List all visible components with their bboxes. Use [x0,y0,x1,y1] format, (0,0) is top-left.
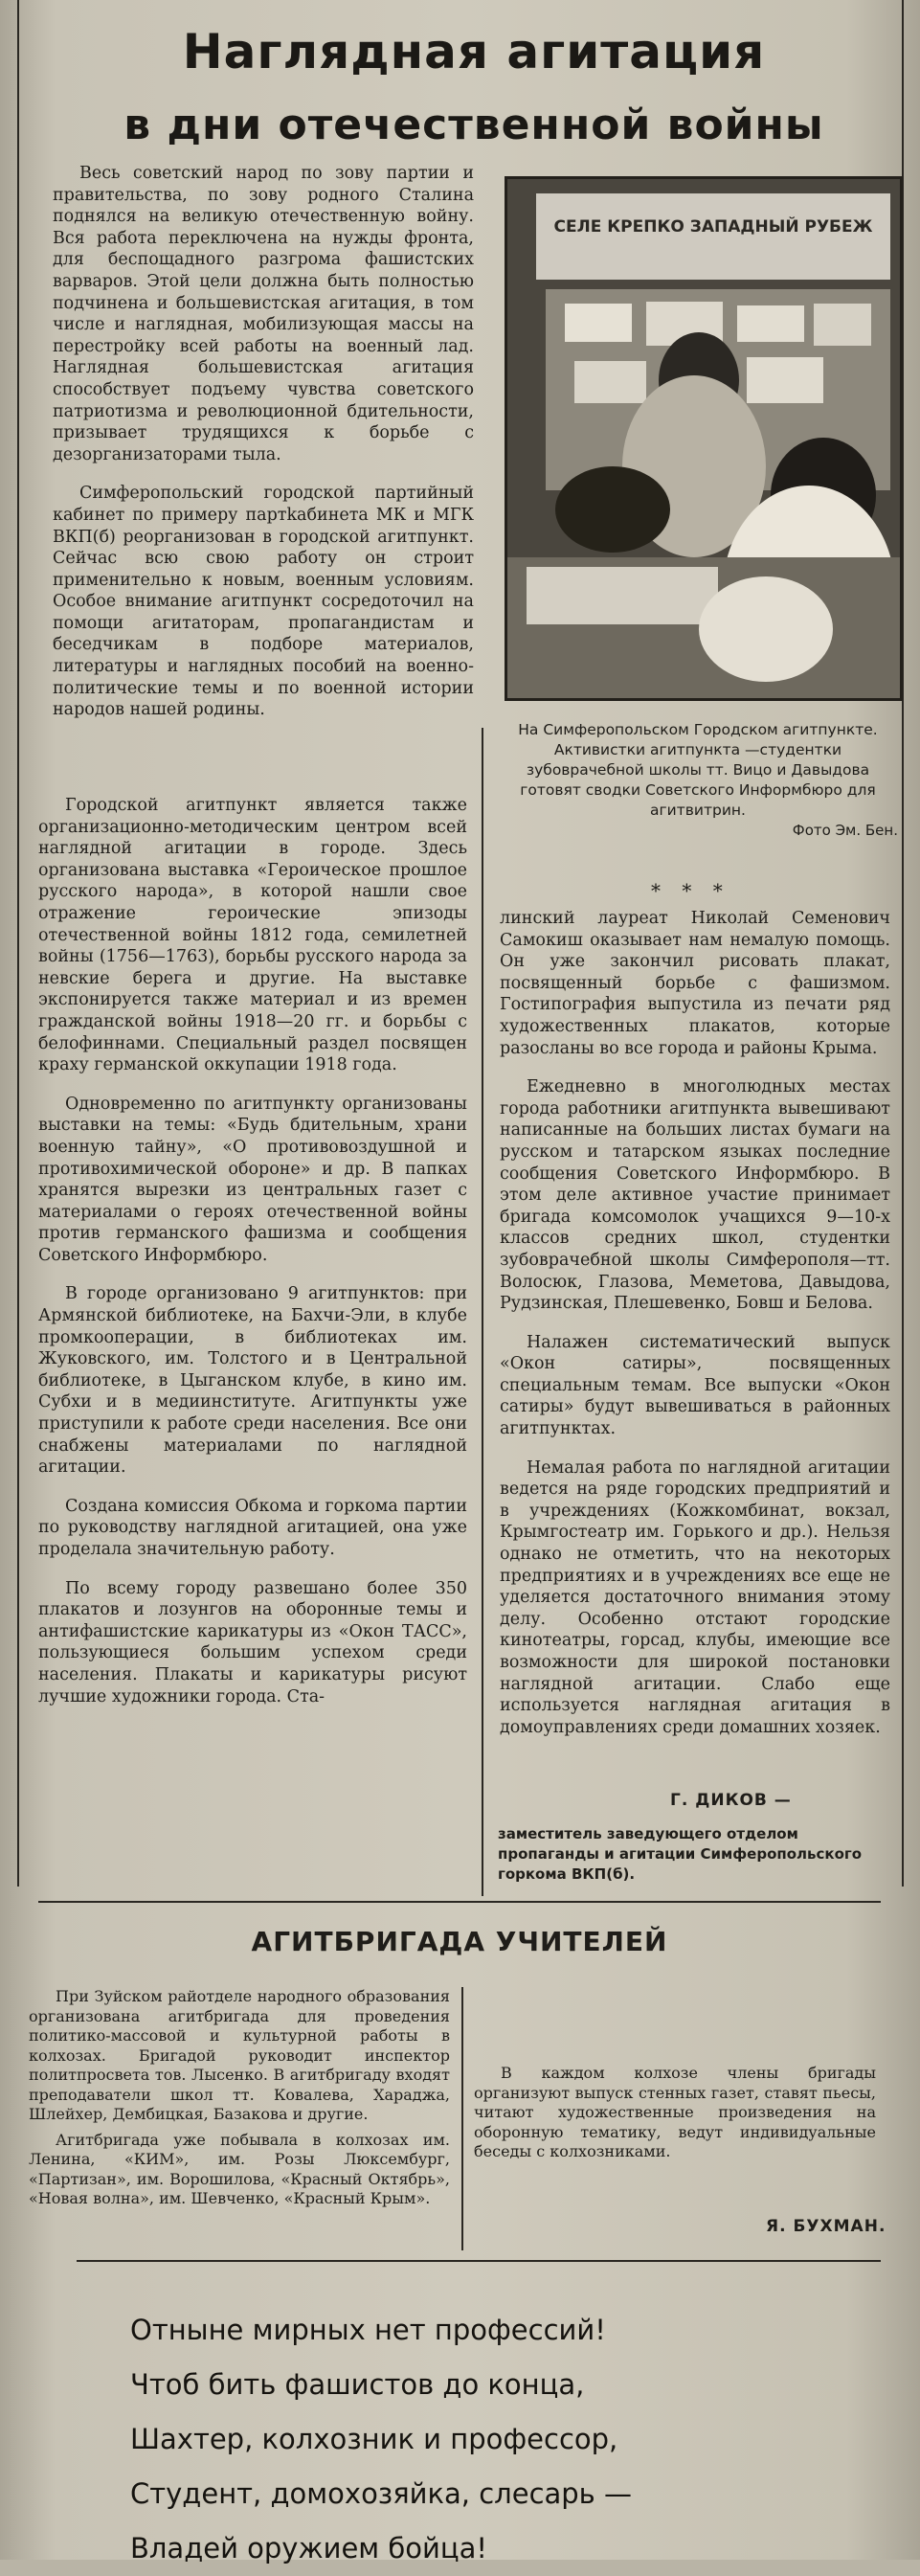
article-paragraph: Налажен систематический выпуск «Окон сатиры», посвященных специальным темам. Все выпуски «Окон сатиры» будут вывешиваться в районных агитпунктах. [500,1332,890,1439]
slogan-line: Чтоб бить фашистов до конца, [130,2368,585,2401]
article-paragraph: По всему городу развешано более 350 плакатов и лозунгов на оборонные темы и антифашистские карикатуры из «Окон ТАСС», пользующиеся большим успехом среди населения. Плакаты и карикатуры рисуют лучшие художники города. Ста- [38,1578,467,1706]
photo-credit: Фото Эм. Бен. [792,822,898,839]
article-author-position: заместитель заведующего отделом пропаганды и агитации Симферопольского горкома ВКП(б). [498,1825,863,1883]
slogan-line: Шахтер, колхозник и профессор, [130,2423,618,2455]
brigade-paragraph: Агитбригада уже побывала в колхозах им. Ленина, «КИМ», им. Розы Люксембург, «Партизан», им. Ворошилова, «Красный Октябрь», «Новая волна», им. Шевченко, «Красный Крым». [29,2130,450,2207]
left-margin-rule [17,0,19,1887]
article-paragraph: Создана комиссия Обкома и горкома партии по руководству наглядной агитацией, она уже проделала значительную работу. [38,1496,467,1559]
slogan-top-rule [77,2260,881,2262]
article-paragraph: Симферопольский городской партийный кабинет по примеру партkабинета МК и МГК ВКП(б) реорганизован в городской агитпункт. Сейчас всю свою работу он строит применительно к новым, военным условиям. Особое внимание агитпункт сосредоточил на помощи агитаторам, пропагандистам и беседчикам в подборе материалов, литературы и наглядных пособий на военно-политические темы и по военной истории народов нашей родины. [53,484,474,720]
article-paragraph: Одновременно по агитпункту организованы выставки на темы: «Будь бдительным, храни военную тайну», «О противовоздушной и противохимической обороне» и др. В папках хранятся вырезки из центральных газет с материалами о героях отечественной войны против германского фашизма и сообщения Советского Информбюро. [38,1094,467,1265]
photo-illustration [507,179,900,698]
column-rule-brigade [461,1987,463,2250]
article-paragraph: Ежедневно в многолюдных местах города работники агитпункта вывешивают написанные на больших листах бумаги на русском и татарском языках последние сообщения Советского Информбюро. В этом деле активное участие принимает бригада комсомолок учащихся 9—10-х классов средних школ, студентки зубоврачебной школы Симферополя—тт. Волосюк, Глазова, Меметова, Давыдова, Рудзинская, Плешевенко, Бовш и Белова. [500,1077,890,1314]
article-photo [505,176,903,701]
article-paragraph: Городской агитпункт является также организационно-методическим центром всей наглядной агитации в городе. Здесь организована выставка «Героическое прошлое русского народа», в которой нашли свое отражение героические эпизоды отечественной войны 1812 года, семилетней войны (1756—1763), борьбы русского народа за невские берега и другие. На выставке экспонируется также материал и из времен гражданской войны 1918—20 гг. и борьбы с белофиннами. Специальный раздел посвящен краху германской оккупации 1918 года. [38,796,467,1075]
article-paragraph: Немалая работа по наглядной агитации ведется на ряде городских предприятий и в учреждениях (Кожкомбинат, вокзал, Крымгостеатр им. Горького и др.). Нельзя однако не отметить, что на некоторых предприятиях и в учреждениях все еще не уделяется достаточного внимания этому делу. Особенно отстают городские кинотеатры, горсад, клубы, имеющие все возможности для широкой постановки наглядной агитации. Слабо еще используется наглядная агитация в домоуправлениях среди домашних хозяек. [500,1457,890,1737]
brigade-paragraph: При Зуйском райотделе народного образования организована агитбригада для проведения политико-массовой и культурной работы в колхозах. Бригадой руководит инспектор политпросвета тов. Лысенко. В агитбригаду входят преподаватели школ тт. Ковалева, Хараджа, Шлейхер, Дембицкая, Базакова и другие. [29,1987,450,2123]
article-column-left-lower [38,795,467,1725]
brigade-column-left [29,1987,450,2209]
slogan-line: Отныне мирных нет профессий! [130,2314,606,2346]
article-title-line1: Наглядная агитация [182,24,766,79]
column-rule-main [482,728,483,1896]
section-stars: * * * [651,879,730,902]
article-author: Г. ДИКОВ — [670,1791,792,1810]
article-column-right-lower [500,908,890,1755]
article-paragraph: В городе организовано 9 агитпунктов: при Армянской библиотеке, на Бахчи-Эли, в клубе промкооперации, в библиотеках им. Жуковского, им. Толстого и в Центральной библиотеке, в Цыганском клубе, в кино им. Субхи и в медиинституте. Агитпункты уже приступили к работе среди населения. Все они снабжены материалами по наглядной агитации. [38,1284,467,1478]
article-paragraph: Весь советский народ по зову партии и правительства, по зову родного Сталина поднялся на великую отечественную войну. Вся работа переключена на нужды фронта, для беспощадного разгрома фашистских варваров. Этой цели должна быть полностью подчинена и большевистская агитация, в том числе и наглядная, мобилизующая массы на перестройку всей работы на военный лад. Наглядная большевистская агитация способствует подъему чувства советского патриотизма и революционной бдительности, призывает трудящихся к борьбе с дезорганизаторами тыла. [53,164,474,464]
brigade-author: Я. БУХМАН. [766,2217,886,2236]
photo-caption: На Симферопольском Городском агитпункте. Активистки агитпункта —студентки зубоврачебной школы тт. Вицо и Давыдова готовят сводки Советского Информбюро для агитвитрин. [518,721,878,819]
slogan-line: Студент, домохозяйка, слесарь — [130,2477,632,2510]
brigade-title: АГИТБРИГАДА УЧИТЕЛЕЙ [251,1926,668,1957]
photo-banner-text: СЕЛЕ КРЕПКО ЗАПАДНЫЙ РУБЕЖ [553,217,873,237]
article-title-line2: в дни отечественной войны [123,101,824,149]
slogan-poem [130,2303,877,2576]
article-paragraph: линский лауреат Николай Семенович Самокиш оказывает нам немалую помощь. Он уже закончил рисовать плакат, посвященный борьбе с фашизмом. Гостипография выпустила из печати ряд художественных плакатов, которые разосланы во все города и районы Крыма. [500,909,890,1058]
brigade-paragraph: В каждом колхозе члены бригады организуют выпуск стенных газет, ставят пьесы, читают художественные произведения на оборонную тематику, ведут индивидуальные беседы с колхозниками. [474,2064,876,2160]
slogan-line: Владей оружием бойца! [130,2532,487,2565]
article-bottom-rule [38,1901,881,1903]
brigade-column-right [474,2064,876,2180]
article-column-left-upper [53,163,474,738]
